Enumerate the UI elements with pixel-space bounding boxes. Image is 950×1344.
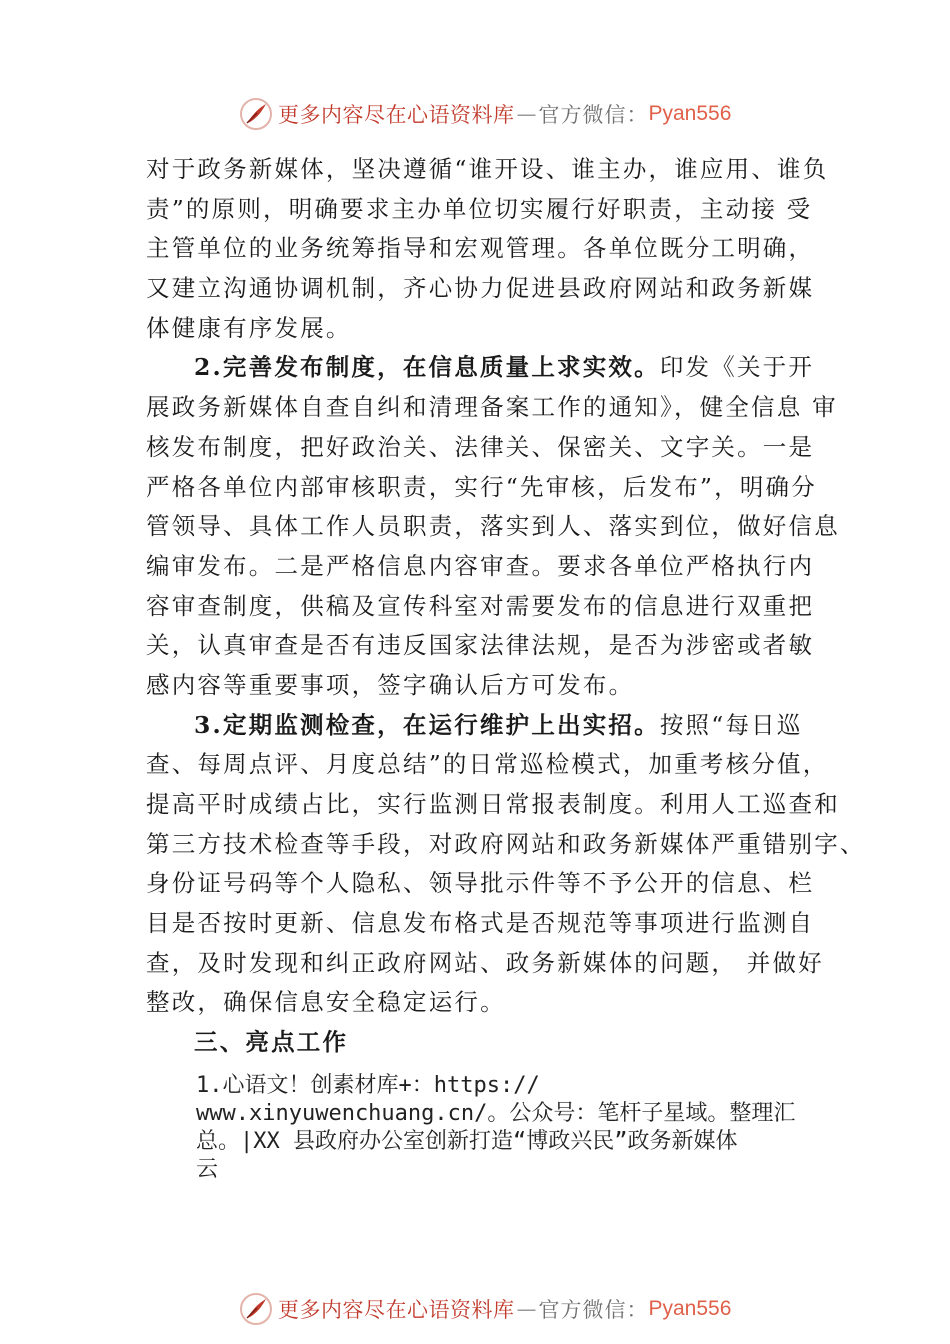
text-line: 又建立沟通协调机制，齐心协力促进县政府网站和政务新媒	[146, 274, 815, 303]
text-line: 核发布制度，把好政治关、法律关、保密关、文字关。一是	[146, 432, 815, 461]
text-line: 目是否按时更新、信息发布格式是否规范等事项进行监测自	[146, 909, 815, 938]
watermark-separator: —	[516, 1297, 537, 1321]
section-heading: 三、亮点工作	[194, 1028, 349, 1057]
watermark-header	[238, 94, 731, 134]
watermark-separator: —	[516, 102, 537, 126]
watermark-brand-text: 更多内容尽在心语资料库	[278, 1298, 515, 1322]
text-line: 身份证号码等个人隐私、领导批示件等不予公开的信息、栏	[146, 869, 815, 898]
text-line: 第三方技术检查等手段，对政府网站和政务新媒体严重错别字、	[146, 829, 866, 858]
text-line: 展政务新媒体自查自纠和清理备案工作的通知》，健全信息 审	[146, 393, 838, 422]
text-line: 主管单位的业务统筹指导和宏观管理。各单位既分工明确，	[146, 234, 815, 263]
watermark-wechat-label: 官方微信：	[538, 103, 649, 127]
feather-pen-logo-icon	[238, 96, 274, 132]
text-line: 严格各单位内部审核职责，实行“先审核，后发布”，明确分	[146, 472, 817, 501]
note-line: 总。|XX 县政府办公室创新打造“博政兴民”政务新媒体	[196, 1129, 738, 1154]
text-line: 容审查制度，供稿及宣传科室对需要发布的信息进行双重把	[146, 591, 815, 620]
feather-pen-logo-icon	[238, 1291, 274, 1327]
watermark-footer	[238, 1289, 731, 1329]
document-body	[146, 150, 866, 1063]
text-line: 体健康有序发展。	[146, 313, 352, 342]
text-line: 责”的原则，明确要求主办单位切实履行好职责，主动接 受	[146, 194, 813, 223]
text-line: 查、每周点评、月度总结”的日常巡检模式，加重考核分值，	[146, 750, 829, 779]
text-line: 编审发布。二是严格信息内容审查。要求各单位严格执行内	[146, 551, 815, 580]
watermark-wechat-label: 官方微信：	[538, 1298, 649, 1322]
paragraph-3-heading: 3.定期监测检查，在运行维护上出实招。	[194, 710, 660, 739]
watermark-wechat-id: Pyan556	[648, 102, 732, 125]
text-line: 感内容等重要事项，签字确认后方可发布。	[146, 670, 635, 699]
paragraph-3-first-line	[146, 706, 836, 746]
watermark-wechat-id: Pyan556	[648, 1297, 732, 1320]
paragraph-2-heading: 2.完善发布制度，在信息质量上求实效。	[194, 353, 660, 382]
text-line: 查，及时发现和纠正政府网站、政务新媒体的问题， 并做好	[146, 948, 824, 977]
source-note	[196, 1072, 836, 1184]
note-line: 云	[196, 1157, 219, 1182]
text-line: 对于政务新媒体，坚决遵循“谁开设、谁主办，谁应用、谁负	[146, 155, 829, 183]
note-line: 1.心语文！创素材库+：https://	[196, 1073, 540, 1098]
paragraph-2-first-line	[146, 348, 836, 388]
paragraph-3-lead: 按照“每日巡	[659, 710, 803, 739]
paragraph-2-lead: 印发《关于开	[659, 353, 815, 382]
note-line: www.xinyuwenchuang.cn/。公众号：笔杆子星域。整理汇	[196, 1101, 796, 1126]
text-line: 管领导、具体工作人员职责，落实到人、落实到位，做好信息	[146, 512, 840, 541]
text-line: 提高平时成绩占比，实行监测日常报表制度。利用人工巡查和	[146, 790, 840, 818]
watermark-brand-text: 更多内容尽在心语资料库	[278, 103, 515, 127]
text-line: 整改，确保信息安全稳定运行。	[146, 988, 506, 1017]
text-line: 关，认真审查是否有违反国家法律法规，是否为涉密或者敏	[146, 631, 815, 660]
